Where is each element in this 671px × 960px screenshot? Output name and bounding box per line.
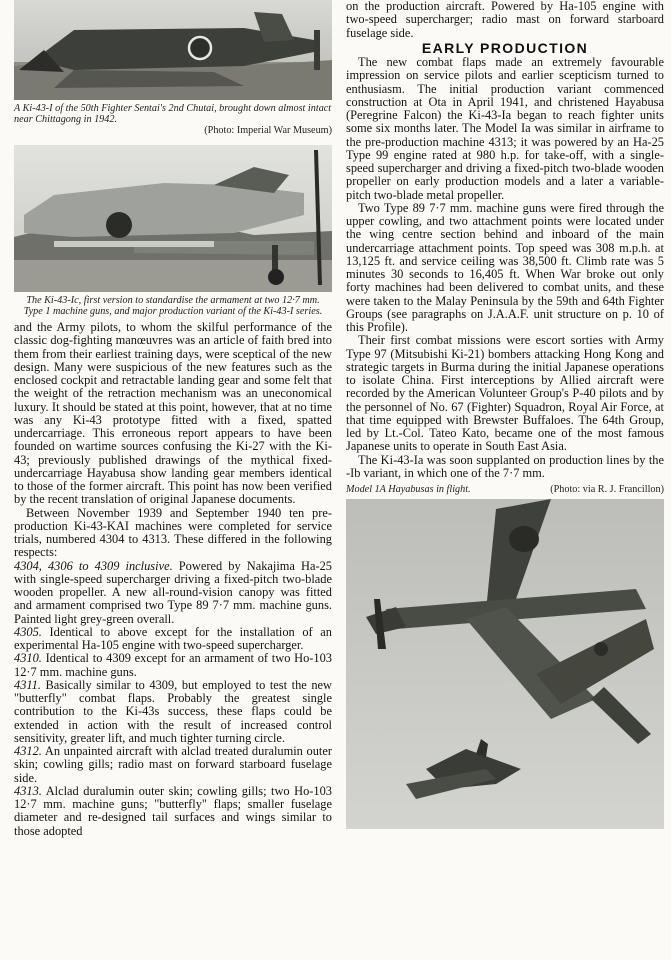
right-para: Their first combat missions were escort sorties with Army Type 97 (Mitsubishi Ki-21) bombers attacking Hong Kong and strategic targets in Burma during the initial Japanese operations to isolate China. First interceptions by Allied aircraft were recorded by the American Volunteer Group's P-40 pilots and by the personnel of No. 67 (Fighter) Squadron, Royal Air Force, at that time equipped with Brewster Buffaloes. The 64th Group, led by Lt.-Col. Tateo Kato, became one of the most famous Japanese units to operate in South East Asia. <box>346 333 664 454</box>
right-column <box>346 0 664 829</box>
photo-hayabusas-in-flight <box>346 499 664 829</box>
left-body-text <box>14 321 332 838</box>
left-para-2: Between November 1939 and September 1940 ten pre-production Ki-43-KAI machines were completed for service trials, numbered 4304 to 4313. These differed in the following respects: <box>14 505 332 560</box>
photo3-caption-block <box>346 484 664 495</box>
spec-item: 4311. Basically similar to 4309, but employed to test the new "butterfly" combat flaps. Probably the greatest single contribution to the Ki-43s success, these flaps could be extended in action with the result of increased control sensitivity, greater lift, and much tighter turning circle. <box>14 677 332 745</box>
left-column <box>14 0 332 838</box>
spec-item: 4310. Identical to 4309 except for an armament of two Ho-103 12·7 mm. machine guns. <box>14 651 332 679</box>
right-para: The new combat flaps made an extremely favourable impression on service pilots and earlier scepticism turned to enthusiasm. The initial production variant commenced construction at Ota in April 1941, and christened Hayabusa (Peregrine Falcon) the Ki-43-Ia began to reach fighter units some six months later. The Model Ia was similar in airframe to the pre-production machine 4313; it was powered by an Ha-25 Type 99 engine rated at 980 h.p. for take-off, with a single-speed supercharger and driving a fixed-pitch two-blade wooden propeller on early production models and a later a variable-pitch two-blade metal propeller. <box>346 55 664 202</box>
photo1-credit: (Photo: Imperial War Museum) <box>204 125 332 137</box>
spec-item: 4313. Alclad duralumin outer skin; cowling gills; two Ho-103 12·7 mm. machine guns; "butterfly" flaps; smaller fuselage diameter and re-designed tail surfaces and wings similar to those adopted <box>14 783 332 838</box>
section-heading: EARLY PRODUCTION <box>421 39 589 56</box>
right-body-text <box>346 0 664 480</box>
photo3-credit: (Photo: via R. J. Francillon) <box>550 484 664 495</box>
photo2-caption: The Ki-43-Ic, first version to standardise the armament at two 12·7 mm. Type 1 machine guns, and major production variant of the Ki-43-I series. <box>23 294 323 317</box>
spec-item: 4304, 4306 to 4309 inclusive. Powered by Nakajima Ha-25 with single-speed supercharger driving a fixed-pitch two-blade wooden propeller. A new all-round-vision canopy was fitted and armament comprised two Type 89 7·7 mm. machine guns. Painted light grey-green overall. <box>14 558 332 626</box>
photo3-caption: Model 1A Hayabusas in flight. <box>346 484 471 495</box>
right-para: The Ki-43-Ia was soon supplanted on production lines by the -Ib variant, in which one of the 7·7 mm. <box>346 452 664 480</box>
spec-item: 4305. Identical to above except for the installation of an experimental Ha-105 engine with two-speed supercharger. <box>14 624 332 653</box>
left-para-1: and the Army pilots, to whom the skilful performance of the classic dog-fighting manœuvres was an article of faith bred into them from their earliest training days, were sceptical of the new design. Many were suspicious of the new features such as the enclosed cockpit and retractable landing gear and some felt that the weight of the retraction mechanism was an uneconomical luxury. It should be stated at this point, however, that at no time was any Ki-43 prototype fitted with a fixed, spatted undercarriage. This erroneous report appears to have been founded on wartime sources confusing the Ki-27 with the Ki-43; previously published drawings of the mythical fixed-undercarriage Hayabusa show landing gear members identical to those of the former aircraft. This point has now been verified by the recent translation of original Japanese documents. <box>14 320 332 507</box>
right-para: Two Type 89 7·7 mm. machine guns were fired through the upper cowling, and two attachment points were located under the wing centre section behind and inboard of the main undercarriage attachment points. Top speed was 308 m.p.h. at 13,125 ft. and service ceiling was 38,500 ft. Climb rate was 5 minutes 30 seconds to 16,405 ft. When War broke out only forty machines had been delivered to combat units, and these were taken to the Malay Peninsula by the 59th and 64th Fighter Groups (see paragraphs on J.A.A.F. unit structure on p. 10 of this Profile). <box>346 200 664 334</box>
photo-crashed-ki43 <box>14 0 332 100</box>
spec-item: 4312. An unpainted aircraft with alclad treated duralumin outer skin; cowling gills; radio mast on forward starboard fuselage side. <box>14 744 332 785</box>
photo-ki43-ic <box>14 145 332 292</box>
continuation-text: on the production aircraft. Powered by Ha-105 engine with two-speed supercharger; radio mast on forward starboard fuselage side. <box>346 0 664 40</box>
photo1-caption: A Ki-43-I of the 50th Fighter Sentai's 2nd Chutai, brought down almost intact near Chittagong in 1942. <box>14 103 332 126</box>
photo1-caption-block <box>14 103 332 137</box>
